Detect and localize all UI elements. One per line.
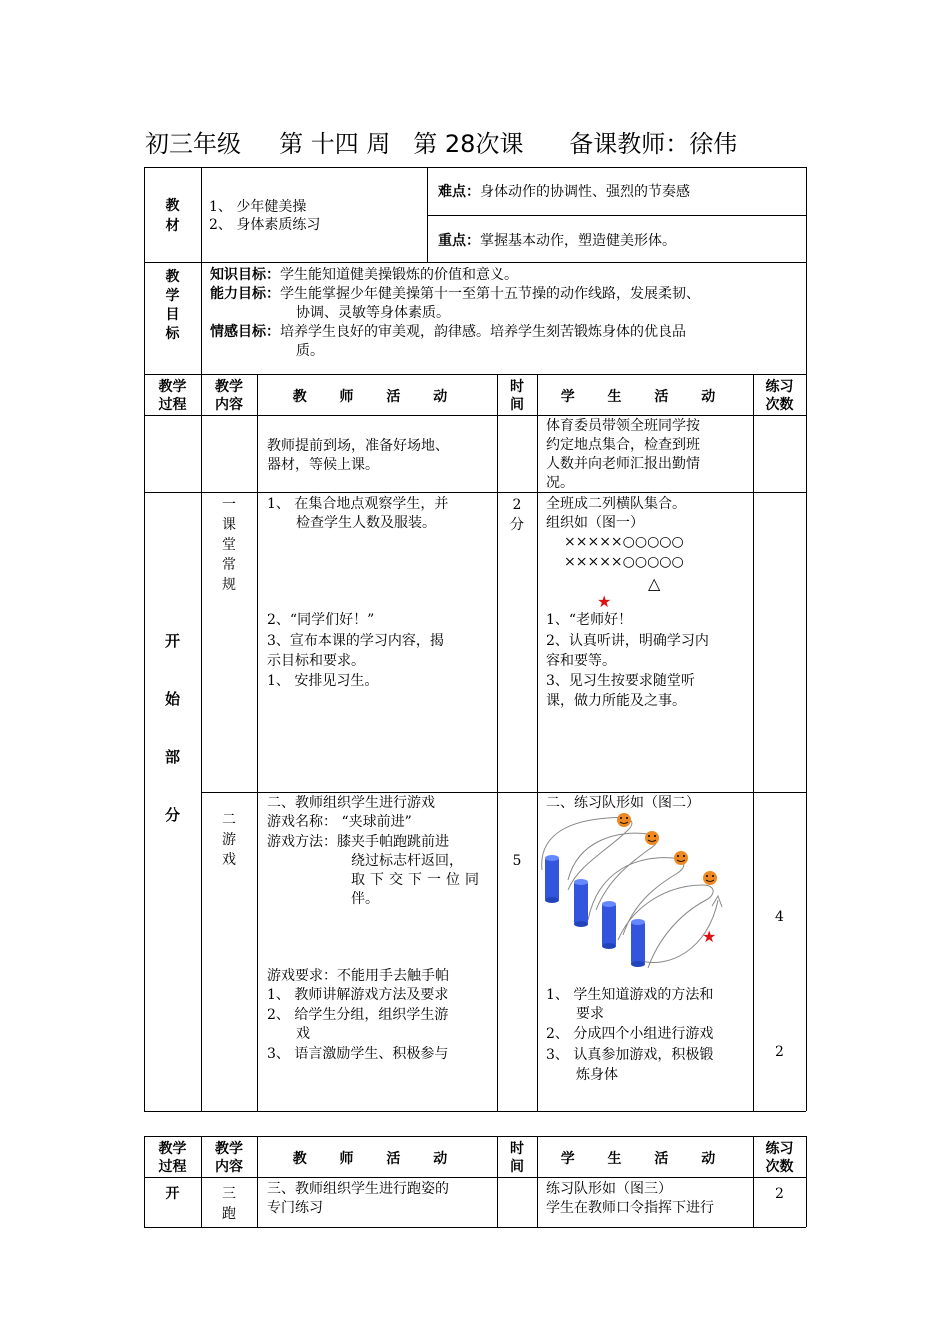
game-teacher-3c: 取下交下一位同 bbox=[351, 872, 484, 888]
pre-student-2: 约定地点集合，检查到班 bbox=[546, 437, 700, 453]
run-teacher-1: 三、教师组织学生进行跑姿的 bbox=[267, 1181, 449, 1197]
header-reps: 练习 次数 bbox=[765, 379, 794, 413]
header-content: 教学 内容 bbox=[215, 379, 243, 413]
routine-student-3: 1、“老师好！ bbox=[546, 612, 633, 628]
run-reps: 2 bbox=[775, 1186, 784, 1202]
pre-teacher-1: 教师提前到场，准备好场地、 bbox=[267, 438, 449, 454]
cone-1 bbox=[545, 855, 559, 903]
goal-emotion: 情感目标：培养学生良好的审美观，韵律感。培养学生刻苦锻炼身体的优良品 bbox=[210, 324, 686, 340]
run-student-1: 练习队形如（图三） bbox=[546, 1181, 672, 1197]
game-student-1: 二、练习队形如（图二） bbox=[546, 795, 700, 811]
cone-4 bbox=[631, 919, 645, 967]
game-teacher-3: 游戏方法：膝夹手帕跑跳前进 bbox=[267, 834, 449, 850]
routine-student-2: 组织如（图一） bbox=[546, 515, 644, 531]
game-student-4a: 3、 认真参加游戏，积极锻 bbox=[546, 1047, 714, 1063]
materials-item-1: 1、 少年健美操 bbox=[209, 199, 307, 215]
materials-label: 教 材 bbox=[165, 198, 180, 234]
header-student-2: 学 生 活 动 bbox=[560, 1151, 730, 1167]
formation-row-1: ×××××○○○○○ bbox=[564, 534, 684, 550]
routine-teacher-3b: 示目标和要求。 bbox=[267, 653, 365, 669]
game-teacher-7: 3、 语言激励学生、积极参与 bbox=[267, 1046, 449, 1062]
game-student-4b: 炼身体 bbox=[576, 1067, 618, 1083]
goals-label: 教 学 目 标 bbox=[165, 269, 180, 342]
pre-student-4: 况。 bbox=[546, 475, 574, 491]
goal-ability-cont: 协调、灵敏等身体素质。 bbox=[296, 305, 450, 321]
section-start-label: 开 始 部 分 bbox=[164, 632, 180, 824]
face-icon bbox=[703, 871, 717, 885]
triangle-icon: △ bbox=[648, 574, 661, 593]
goal-knowledge: 知识目标：学生能知道健美操锻炼的价值和意义。 bbox=[210, 267, 518, 283]
routine-teacher-2: 2、“同学们好！” bbox=[267, 612, 375, 628]
game-content: 二 游 戏 bbox=[222, 812, 236, 868]
face-icon bbox=[645, 831, 659, 845]
routine-student-5a: 3、见习生按要求随堂听 bbox=[546, 673, 695, 689]
game-reps-2: 2 bbox=[775, 1044, 784, 1060]
face-icon bbox=[674, 851, 688, 865]
formation-row-2: ×××××○○○○○ bbox=[564, 554, 684, 570]
star-icon: ★ bbox=[597, 592, 612, 611]
run-teacher-2: 专门练习 bbox=[267, 1200, 323, 1216]
game-reps-1: 4 bbox=[775, 909, 784, 925]
run-process: 开 bbox=[165, 1186, 180, 1202]
game-teacher-6a: 2、 给学生分组，组织学生游 bbox=[267, 1007, 449, 1023]
header-student: 学 生 活 动 bbox=[560, 389, 730, 405]
header-teacher: 教 师 活 动 bbox=[292, 389, 462, 405]
header-teacher-2: 教 师 活 动 bbox=[292, 1151, 462, 1167]
game-teacher-5: 1、 教师讲解游戏方法及要求 bbox=[267, 987, 449, 1003]
goal-emotion-cont: 质。 bbox=[296, 343, 324, 359]
game-teacher-2: 游戏名称： “夹球前进” bbox=[267, 814, 412, 830]
page-title: 初三年级 第 十四 周 第 28次课 备课教师：徐伟 bbox=[145, 130, 738, 158]
routine-student-1: 全班成二列横队集合。 bbox=[546, 496, 686, 512]
game-teacher-3b: 绕过标志杆返回， bbox=[351, 853, 463, 869]
face-icon bbox=[617, 813, 631, 827]
routine-teacher-3a: 3、宣布本课的学习内容，揭 bbox=[267, 633, 444, 649]
materials-item-2: 2、 身体素质练习 bbox=[209, 217, 321, 233]
game-student-3: 2、 分成四个小组进行游戏 bbox=[546, 1026, 714, 1042]
cone-2 bbox=[574, 879, 588, 927]
routine-teacher-1b: 检查学生人数及服装。 bbox=[296, 515, 436, 531]
header-process-2: 教学 过程 bbox=[158, 1141, 187, 1175]
game-student-2b: 要求 bbox=[576, 1006, 604, 1022]
routine-student-4a: 2、认真听讲，明确学习内 bbox=[546, 633, 709, 649]
routine-content: 一 课 堂 常 规 bbox=[222, 497, 236, 593]
header-content-2: 教学 内容 bbox=[215, 1141, 243, 1175]
game-teacher-1: 二、教师组织学生进行游戏 bbox=[267, 795, 435, 811]
difficulty: 难点：身体动作的协调性、强烈的节奏感 bbox=[438, 184, 690, 200]
game-student-2a: 1、 学生知道游戏的方法和 bbox=[546, 987, 714, 1003]
routine-teacher-1a: 1、 在集合地点观察学生，并 bbox=[267, 496, 449, 512]
header-time: 时 间 bbox=[510, 379, 524, 413]
pre-student-3: 人数并向老师汇报出勤情 bbox=[546, 456, 700, 472]
game-teacher-3d: 伴。 bbox=[351, 891, 379, 907]
routine-student-4b: 容和要等。 bbox=[546, 653, 616, 669]
header-process: 教学 过程 bbox=[158, 379, 187, 413]
key-point: 重点：掌握基本动作，塑造健美形体。 bbox=[438, 233, 676, 249]
run-content: 三 跑 bbox=[222, 1186, 236, 1222]
header-reps-2: 练习 次数 bbox=[765, 1141, 794, 1175]
routine-teacher-4: 1、 安排见习生。 bbox=[267, 673, 379, 689]
star-icon: ★ bbox=[702, 927, 717, 946]
routine-time: 2 分 bbox=[510, 497, 524, 533]
pre-student-1: 体育委员带领全班同学按 bbox=[546, 418, 700, 434]
header-time-2: 时 间 bbox=[510, 1141, 524, 1175]
game-time: 5 bbox=[512, 853, 522, 869]
cone-3 bbox=[602, 901, 616, 949]
game-teacher-6b: 戏 bbox=[296, 1026, 310, 1042]
routine-student-5b: 课，做力所能及之事。 bbox=[546, 693, 686, 709]
goal-ability: 能力目标：学生能掌握少年健美操第十一至第十五节操的动作线路，发展柔韧、 bbox=[210, 286, 700, 302]
game-teacher-4: 游戏要求：不能用手去触手帕 bbox=[267, 968, 449, 984]
figure-2-diagram bbox=[538, 810, 752, 980]
run-student-2: 学生在教师口令指挥下进行 bbox=[546, 1200, 714, 1216]
pre-teacher-2: 器材，等候上课。 bbox=[267, 457, 379, 473]
